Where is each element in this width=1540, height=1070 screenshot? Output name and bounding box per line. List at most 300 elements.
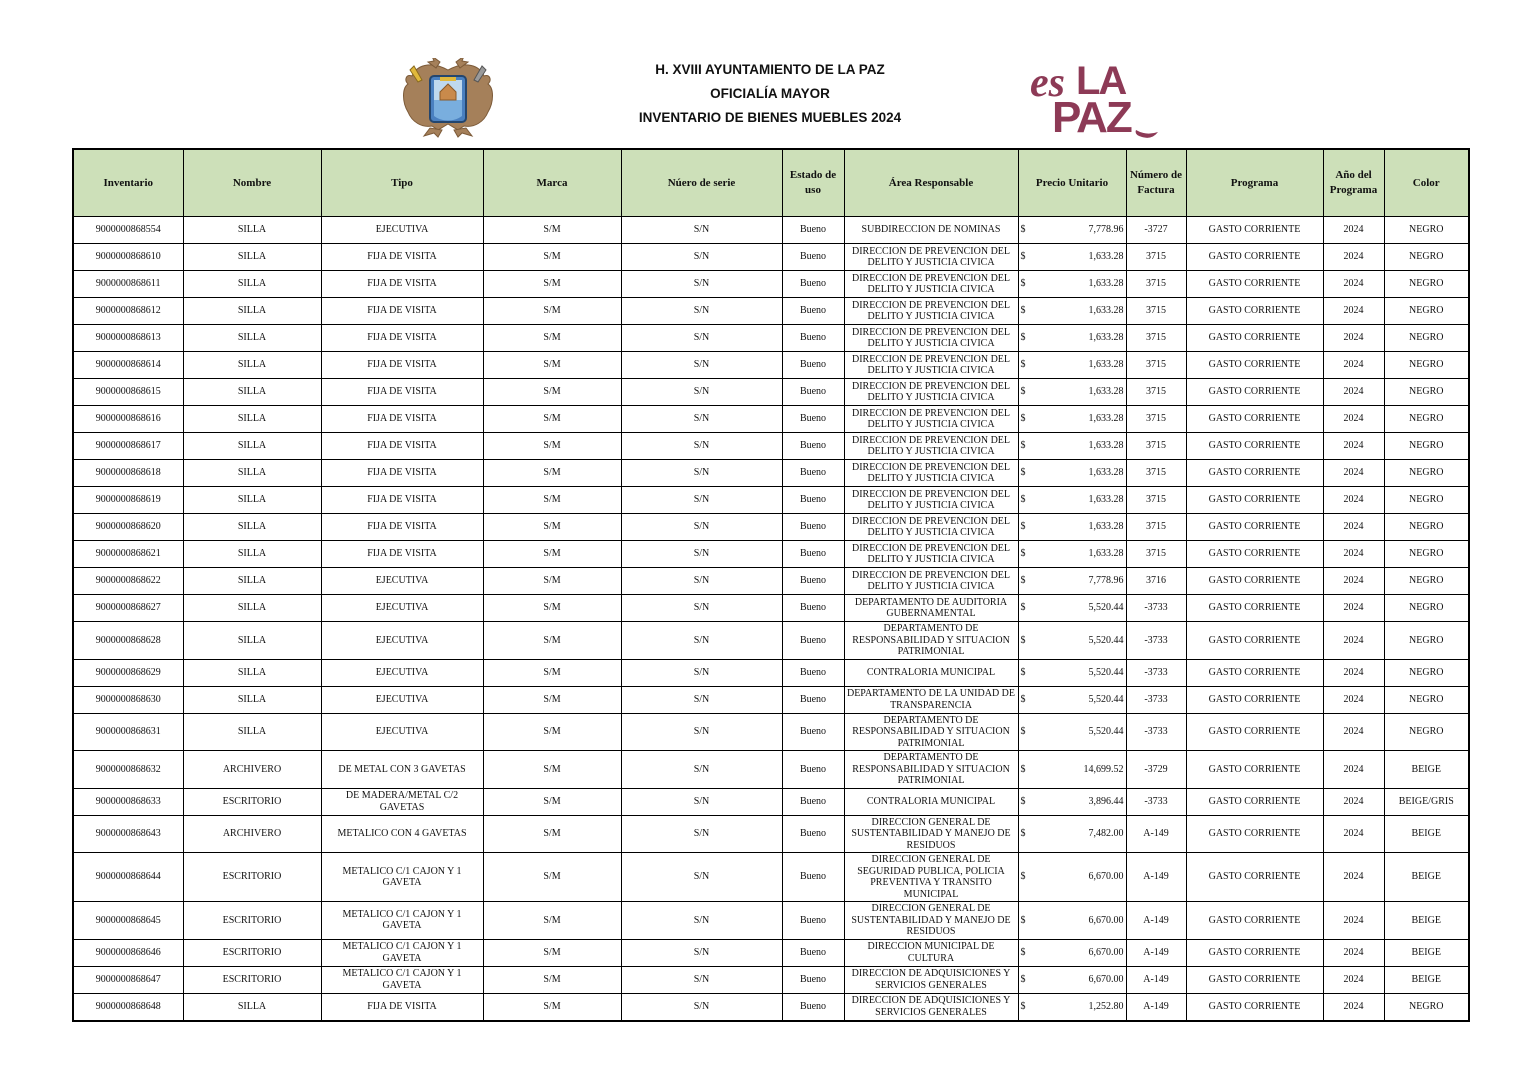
cell-color: NEGRO (1384, 514, 1469, 541)
cell-inventario: 9000000868619 (73, 487, 183, 514)
currency-sign: $ (1020, 1000, 1026, 1012)
cell-estado: Bueno (782, 379, 844, 406)
cell-programa: GASTO CORRIENTE (1186, 686, 1323, 713)
cell-programa: GASTO CORRIENTE (1186, 788, 1323, 815)
cell-color: NEGRO (1384, 460, 1469, 487)
cell-precio (1018, 217, 1126, 244)
cell-marca: S/M (483, 568, 621, 595)
cell-precio (1018, 788, 1126, 815)
cell-tipo: DE METAL CON 3 GAVETAS (321, 751, 483, 789)
cell-inventario: 9000000868633 (73, 788, 183, 815)
cell-color: NEGRO (1384, 325, 1469, 352)
table-row (73, 853, 1469, 902)
price-amount: 6,670.00 (1088, 946, 1124, 958)
cell-anio: 2024 (1323, 568, 1384, 595)
cell-estado: Bueno (782, 433, 844, 460)
currency-sign: $ (1020, 914, 1026, 926)
cell-marca: S/M (483, 244, 621, 271)
cell-nombre: ARCHIVERO (183, 815, 321, 853)
cell-color: NEGRO (1384, 713, 1469, 751)
cell-estado: Bueno (782, 966, 844, 993)
cell-precio (1018, 460, 1126, 487)
cell-serie: S/N (621, 487, 782, 514)
cell-area: DIRECCION GENERAL DE SEGURIDAD PUBLICA, POLICIA PREVENTIVA Y TRANSITO MUNICIPAL (844, 853, 1018, 902)
cell-programa: GASTO CORRIENTE (1186, 217, 1323, 244)
cell-precio (1018, 993, 1126, 1021)
cell-estado: Bueno (782, 902, 844, 940)
cell-inventario: 9000000868616 (73, 406, 183, 433)
cell-serie: S/N (621, 815, 782, 853)
cell-tipo: METALICO C/1 CAJON Y 1 GAVETA (321, 853, 483, 902)
cell-inventario: 9000000868620 (73, 514, 183, 541)
cell-tipo: METALICO C/1 CAJON Y 1 GAVETA (321, 902, 483, 940)
currency-sign: $ (1020, 251, 1026, 263)
cell-serie: S/N (621, 433, 782, 460)
cell-tipo: FIJA DE VISITA (321, 514, 483, 541)
cell-estado: Bueno (782, 939, 844, 966)
table-row (73, 751, 1469, 789)
cell-serie: S/N (621, 622, 782, 660)
logo-word-la: LA (1076, 59, 1126, 103)
currency-sign: $ (1020, 763, 1026, 775)
cell-nombre: ESCRITORIO (183, 853, 321, 902)
cell-programa: GASTO CORRIENTE (1186, 244, 1323, 271)
cell-factura: -3729 (1126, 751, 1186, 789)
cell-inventario: 9000000868645 (73, 902, 183, 940)
cell-estado: Bueno (782, 244, 844, 271)
cell-estado: Bueno (782, 622, 844, 660)
cell-factura: -3733 (1126, 686, 1186, 713)
cell-tipo: EJECUTIVA (321, 713, 483, 751)
cell-serie: S/N (621, 966, 782, 993)
cell-estado: Bueno (782, 352, 844, 379)
cell-factura: 3716 (1126, 568, 1186, 595)
cell-precio (1018, 406, 1126, 433)
cell-color: NEGRO (1384, 686, 1469, 713)
currency-sign: $ (1020, 602, 1026, 614)
cell-serie: S/N (621, 325, 782, 352)
cell-tipo: EJECUTIVA (321, 595, 483, 622)
price-amount: 1,633.28 (1088, 467, 1124, 479)
cell-inventario: 9000000868643 (73, 815, 183, 853)
cell-color: NEGRO (1384, 568, 1469, 595)
column-header-anio: Año del Programa (1323, 149, 1384, 217)
cell-precio (1018, 244, 1126, 271)
price-amount: 1,633.28 (1088, 386, 1124, 398)
cell-anio: 2024 (1323, 487, 1384, 514)
cell-marca: S/M (483, 271, 621, 298)
cell-programa: GASTO CORRIENTE (1186, 966, 1323, 993)
cell-inventario: 9000000868614 (73, 352, 183, 379)
cell-serie: S/N (621, 379, 782, 406)
cell-programa: GASTO CORRIENTE (1186, 541, 1323, 568)
cell-factura: 3715 (1126, 325, 1186, 352)
price-amount: 1,633.28 (1088, 278, 1124, 290)
price-amount: 5,520.44 (1088, 693, 1124, 705)
price-amount: 6,670.00 (1088, 914, 1124, 926)
cell-inventario: 9000000868646 (73, 939, 183, 966)
cell-area: DIRECCION DE PREVENCION DEL DELITO Y JUSTICIA CIVICA (844, 487, 1018, 514)
cell-anio: 2024 (1323, 406, 1384, 433)
cell-factura: A-149 (1126, 966, 1186, 993)
cell-nombre: SILLA (183, 686, 321, 713)
cell-nombre: ESCRITORIO (183, 966, 321, 993)
table-row (73, 460, 1469, 487)
cell-precio (1018, 541, 1126, 568)
cell-inventario: 9000000868630 (73, 686, 183, 713)
cell-precio (1018, 659, 1126, 686)
cell-serie: S/N (621, 271, 782, 298)
table-row (73, 352, 1469, 379)
cell-nombre: SILLA (183, 595, 321, 622)
cell-area: DIRECCION DE PREVENCION DEL DELITO Y JUSTICIA CIVICA (844, 244, 1018, 271)
cell-precio (1018, 713, 1126, 751)
cell-inventario: 9000000868648 (73, 993, 183, 1021)
cell-serie: S/N (621, 939, 782, 966)
cell-serie: S/N (621, 751, 782, 789)
cell-programa: GASTO CORRIENTE (1186, 352, 1323, 379)
cell-factura: A-149 (1126, 902, 1186, 940)
cell-factura: 3715 (1126, 487, 1186, 514)
cell-marca: S/M (483, 298, 621, 325)
cell-factura: 3715 (1126, 244, 1186, 271)
cell-serie: S/N (621, 713, 782, 751)
cell-marca: S/M (483, 622, 621, 660)
currency-sign: $ (1020, 413, 1026, 425)
cell-anio: 2024 (1323, 788, 1384, 815)
price-amount: 1,633.28 (1088, 332, 1124, 344)
cell-precio (1018, 622, 1126, 660)
cell-color: NEGRO (1384, 298, 1469, 325)
currency-sign: $ (1020, 332, 1026, 344)
price-amount: 7,778.96 (1088, 575, 1124, 587)
cell-estado: Bueno (782, 514, 844, 541)
logo-script-text: es (1030, 60, 1065, 106)
cell-nombre: SILLA (183, 487, 321, 514)
cell-anio: 2024 (1323, 751, 1384, 789)
cell-programa: GASTO CORRIENTE (1186, 853, 1323, 902)
currency-sign: $ (1020, 946, 1026, 958)
cell-tipo: FIJA DE VISITA (321, 460, 483, 487)
cell-precio (1018, 751, 1126, 789)
cell-serie: S/N (621, 993, 782, 1021)
cell-anio: 2024 (1323, 966, 1384, 993)
cell-area: DIRECCION DE PREVENCION DEL DELITO Y JUSTICIA CIVICA (844, 298, 1018, 325)
cell-inventario: 9000000868610 (73, 244, 183, 271)
table-row (73, 487, 1469, 514)
cell-tipo: FIJA DE VISITA (321, 298, 483, 325)
cell-inventario: 9000000868647 (73, 966, 183, 993)
cell-marca: S/M (483, 659, 621, 686)
cell-nombre: SILLA (183, 460, 321, 487)
currency-sign: $ (1020, 726, 1026, 737)
cell-inventario: 9000000868627 (73, 595, 183, 622)
cell-marca: S/M (483, 460, 621, 487)
cell-programa: GASTO CORRIENTE (1186, 325, 1323, 352)
cell-area: DEPARTAMENTO DE RESPONSABILIDAD Y SITUACION PATRIMONIAL (844, 622, 1018, 660)
price-amount: 1,633.28 (1088, 494, 1124, 506)
cell-marca: S/M (483, 853, 621, 902)
cell-anio: 2024 (1323, 541, 1384, 568)
price-amount: 1,633.28 (1088, 413, 1124, 425)
cell-tipo: METALICO C/1 CAJON Y 1 GAVETA (321, 939, 483, 966)
table-row (73, 966, 1469, 993)
office-title: OFICIALÍA MAYOR (710, 86, 830, 101)
cell-estado: Bueno (782, 686, 844, 713)
cell-factura: A-149 (1126, 815, 1186, 853)
currency-sign: $ (1020, 521, 1026, 533)
cell-anio: 2024 (1323, 460, 1384, 487)
price-amount: 6,670.00 (1088, 871, 1124, 883)
cell-color: NEGRO (1384, 352, 1469, 379)
cell-estado: Bueno (782, 595, 844, 622)
cell-tipo: FIJA DE VISITA (321, 433, 483, 460)
currency-sign: $ (1020, 440, 1026, 452)
cell-anio: 2024 (1323, 939, 1384, 966)
cell-color: BEIGE (1384, 751, 1469, 789)
cell-anio: 2024 (1323, 244, 1384, 271)
cell-nombre: SILLA (183, 514, 321, 541)
cell-factura: 3715 (1126, 433, 1186, 460)
cell-programa: GASTO CORRIENTE (1186, 568, 1323, 595)
cell-serie: S/N (621, 406, 782, 433)
currency-sign: $ (1020, 693, 1026, 705)
cell-inventario: 9000000868618 (73, 460, 183, 487)
cell-color: NEGRO (1384, 379, 1469, 406)
cell-color: NEGRO (1384, 406, 1469, 433)
currency-sign: $ (1020, 575, 1026, 587)
cell-tipo: FIJA DE VISITA (321, 406, 483, 433)
cell-serie: S/N (621, 298, 782, 325)
cell-precio (1018, 379, 1126, 406)
column-header-tipo: Tipo (321, 149, 483, 217)
currency-sign: $ (1020, 871, 1026, 883)
cell-nombre: ESCRITORIO (183, 939, 321, 966)
cell-color: BEIGE/GRIS (1384, 788, 1469, 815)
cell-factura: -3733 (1126, 659, 1186, 686)
cell-programa: GASTO CORRIENTE (1186, 622, 1323, 660)
cell-marca: S/M (483, 487, 621, 514)
cell-anio: 2024 (1323, 379, 1384, 406)
cell-inventario: 9000000868617 (73, 433, 183, 460)
cell-nombre: SILLA (183, 433, 321, 460)
cell-tipo: FIJA DE VISITA (321, 271, 483, 298)
table-row (73, 514, 1469, 541)
cell-estado: Bueno (782, 751, 844, 789)
price-amount: 1,633.28 (1088, 521, 1124, 533)
cell-area: DIRECCION DE PREVENCION DEL DELITO Y JUSTICIA CIVICA (844, 568, 1018, 595)
cell-programa: GASTO CORRIENTE (1186, 713, 1323, 751)
cell-color: NEGRO (1384, 271, 1469, 298)
cell-serie: S/N (621, 514, 782, 541)
cell-marca: S/M (483, 902, 621, 940)
cell-factura: 3715 (1126, 298, 1186, 325)
column-header-nombre: Nombre (183, 149, 321, 217)
cell-inventario: 9000000868611 (73, 271, 183, 298)
table-row (73, 433, 1469, 460)
table-row (73, 379, 1469, 406)
cell-anio: 2024 (1323, 686, 1384, 713)
cell-programa: GASTO CORRIENTE (1186, 271, 1323, 298)
cell-nombre: ARCHIVERO (183, 751, 321, 789)
cell-nombre: SILLA (183, 298, 321, 325)
cell-marca: S/M (483, 939, 621, 966)
cell-programa: GASTO CORRIENTE (1186, 514, 1323, 541)
cell-marca: S/M (483, 713, 621, 751)
cell-anio: 2024 (1323, 325, 1384, 352)
currency-sign: $ (1020, 359, 1026, 371)
cell-nombre: SILLA (183, 271, 321, 298)
table-row (73, 325, 1469, 352)
table-row (73, 659, 1469, 686)
cell-serie: S/N (621, 788, 782, 815)
cell-inventario: 9000000868628 (73, 622, 183, 660)
currency-sign: $ (1020, 548, 1026, 560)
cell-serie: S/N (621, 541, 782, 568)
cell-programa: GASTO CORRIENTE (1186, 815, 1323, 853)
cell-estado: Bueno (782, 713, 844, 751)
cell-marca: S/M (483, 352, 621, 379)
cell-color: NEGRO (1384, 244, 1469, 271)
cell-marca: S/M (483, 406, 621, 433)
cell-inventario: 9000000868613 (73, 325, 183, 352)
column-header-area: Área Responsable (844, 149, 1018, 217)
cell-anio: 2024 (1323, 514, 1384, 541)
cell-color: BEIGE (1384, 853, 1469, 902)
cell-factura: A-149 (1126, 853, 1186, 902)
cell-nombre: SILLA (183, 217, 321, 244)
cell-area: DIRECCION DE PREVENCION DEL DELITO Y JUSTICIA CIVICA (844, 271, 1018, 298)
cell-area: DIRECCION DE ADQUISICIONES Y SERVICIOS GENERALES (844, 993, 1018, 1021)
cell-tipo: FIJA DE VISITA (321, 244, 483, 271)
cell-precio (1018, 487, 1126, 514)
cell-programa: GASTO CORRIENTE (1186, 487, 1323, 514)
price-amount: 5,520.44 (1088, 726, 1124, 737)
cell-color: BEIGE (1384, 815, 1469, 853)
cell-programa: GASTO CORRIENTE (1186, 939, 1323, 966)
cell-tipo: METALICO C/1 CAJON Y 1 GAVETA (321, 966, 483, 993)
cell-estado: Bueno (782, 853, 844, 902)
cell-nombre: SILLA (183, 568, 321, 595)
cell-color: BEIGE (1384, 966, 1469, 993)
cell-programa: GASTO CORRIENTE (1186, 659, 1323, 686)
currency-sign: $ (1020, 795, 1026, 807)
table-row (73, 788, 1469, 815)
currency-sign: $ (1020, 224, 1026, 236)
table-row (73, 406, 1469, 433)
cell-tipo: FIJA DE VISITA (321, 352, 483, 379)
cell-marca: S/M (483, 751, 621, 789)
cell-color: NEGRO (1384, 217, 1469, 244)
price-amount: 3,896.44 (1088, 795, 1124, 807)
cell-precio (1018, 939, 1126, 966)
cell-programa: GASTO CORRIENTE (1186, 751, 1323, 789)
cell-tipo: EJECUTIVA (321, 568, 483, 595)
column-header-factura: Número de Factura (1126, 149, 1186, 217)
cell-area: DIRECCION DE PREVENCION DEL DELITO Y JUSTICIA CIVICA (844, 433, 1018, 460)
cell-factura: -3727 (1126, 217, 1186, 244)
cell-nombre: SILLA (183, 352, 321, 379)
cell-estado: Bueno (782, 815, 844, 853)
cell-precio (1018, 686, 1126, 713)
cell-tipo: METALICO CON 4 GAVETAS (321, 815, 483, 853)
cell-precio (1018, 568, 1126, 595)
cell-area: DIRECCION GENERAL DE SUSTENTABILIDAD Y MANEJO DE RESIDUOS (844, 902, 1018, 940)
cell-area: DIRECCION MUNICIPAL DE CULTURA (844, 939, 1018, 966)
price-amount: 1,633.28 (1088, 548, 1124, 560)
cell-anio: 2024 (1323, 853, 1384, 902)
cell-color: BEIGE (1384, 902, 1469, 940)
cell-precio (1018, 853, 1126, 902)
column-header-estado: Estado de uso (782, 149, 844, 217)
cell-area: DIRECCION DE PREVENCION DEL DELITO Y JUSTICIA CIVICA (844, 379, 1018, 406)
document-header (0, 0, 1540, 148)
column-header-marca: Marca (483, 149, 621, 217)
cell-serie: S/N (621, 568, 782, 595)
cell-estado: Bueno (782, 271, 844, 298)
price-amount: 1,633.28 (1088, 305, 1124, 317)
column-header-precio: Precio Unitario (1018, 149, 1126, 217)
column-header-color: Color (1384, 149, 1469, 217)
table-row (73, 568, 1469, 595)
cell-inventario: 9000000868644 (73, 853, 183, 902)
cell-nombre: SILLA (183, 659, 321, 686)
price-amount: 6,670.00 (1088, 973, 1124, 985)
cell-color: NEGRO (1384, 622, 1469, 660)
currency-sign: $ (1020, 467, 1026, 479)
cell-precio (1018, 433, 1126, 460)
cell-area: CONTRALORIA MUNICIPAL (844, 659, 1018, 686)
table-row (73, 713, 1469, 751)
cell-marca: S/M (483, 815, 621, 853)
cell-estado: Bueno (782, 568, 844, 595)
cell-area: DIRECCION DE PREVENCION DEL DELITO Y JUSTICIA CIVICA (844, 406, 1018, 433)
cell-anio: 2024 (1323, 595, 1384, 622)
cell-estado: Bueno (782, 788, 844, 815)
cell-inventario: 9000000868631 (73, 713, 183, 751)
cell-precio (1018, 902, 1126, 940)
inventory-table (72, 148, 1470, 1022)
cell-nombre: SILLA (183, 244, 321, 271)
cell-color: NEGRO (1384, 659, 1469, 686)
table-row (73, 217, 1469, 244)
cell-factura: A-149 (1126, 939, 1186, 966)
cell-estado: Bueno (782, 325, 844, 352)
cell-marca: S/M (483, 514, 621, 541)
cell-precio (1018, 815, 1126, 853)
cell-precio (1018, 298, 1126, 325)
cell-programa: GASTO CORRIENTE (1186, 379, 1323, 406)
cell-nombre: SILLA (183, 993, 321, 1021)
cell-estado: Bueno (782, 406, 844, 433)
cell-anio: 2024 (1323, 352, 1384, 379)
cell-nombre: SILLA (183, 541, 321, 568)
cell-inventario: 9000000868554 (73, 217, 183, 244)
cell-anio: 2024 (1323, 815, 1384, 853)
cell-marca: S/M (483, 595, 621, 622)
cell-area: DIRECCION DE ADQUISICIONES Y SERVICIOS GENERALES (844, 966, 1018, 993)
currency-sign: $ (1020, 278, 1026, 290)
cell-factura: -3733 (1126, 622, 1186, 660)
cell-programa: GASTO CORRIENTE (1186, 406, 1323, 433)
price-amount: 1,633.28 (1088, 440, 1124, 452)
table-header-row (73, 149, 1469, 217)
currency-sign: $ (1020, 828, 1026, 839)
cell-serie: S/N (621, 659, 782, 686)
cell-area: DEPARTAMENTO DE AUDITORIA GUBERNAMENTAL (844, 595, 1018, 622)
column-header-inventario: Inventario (73, 149, 183, 217)
table-row (73, 622, 1469, 660)
